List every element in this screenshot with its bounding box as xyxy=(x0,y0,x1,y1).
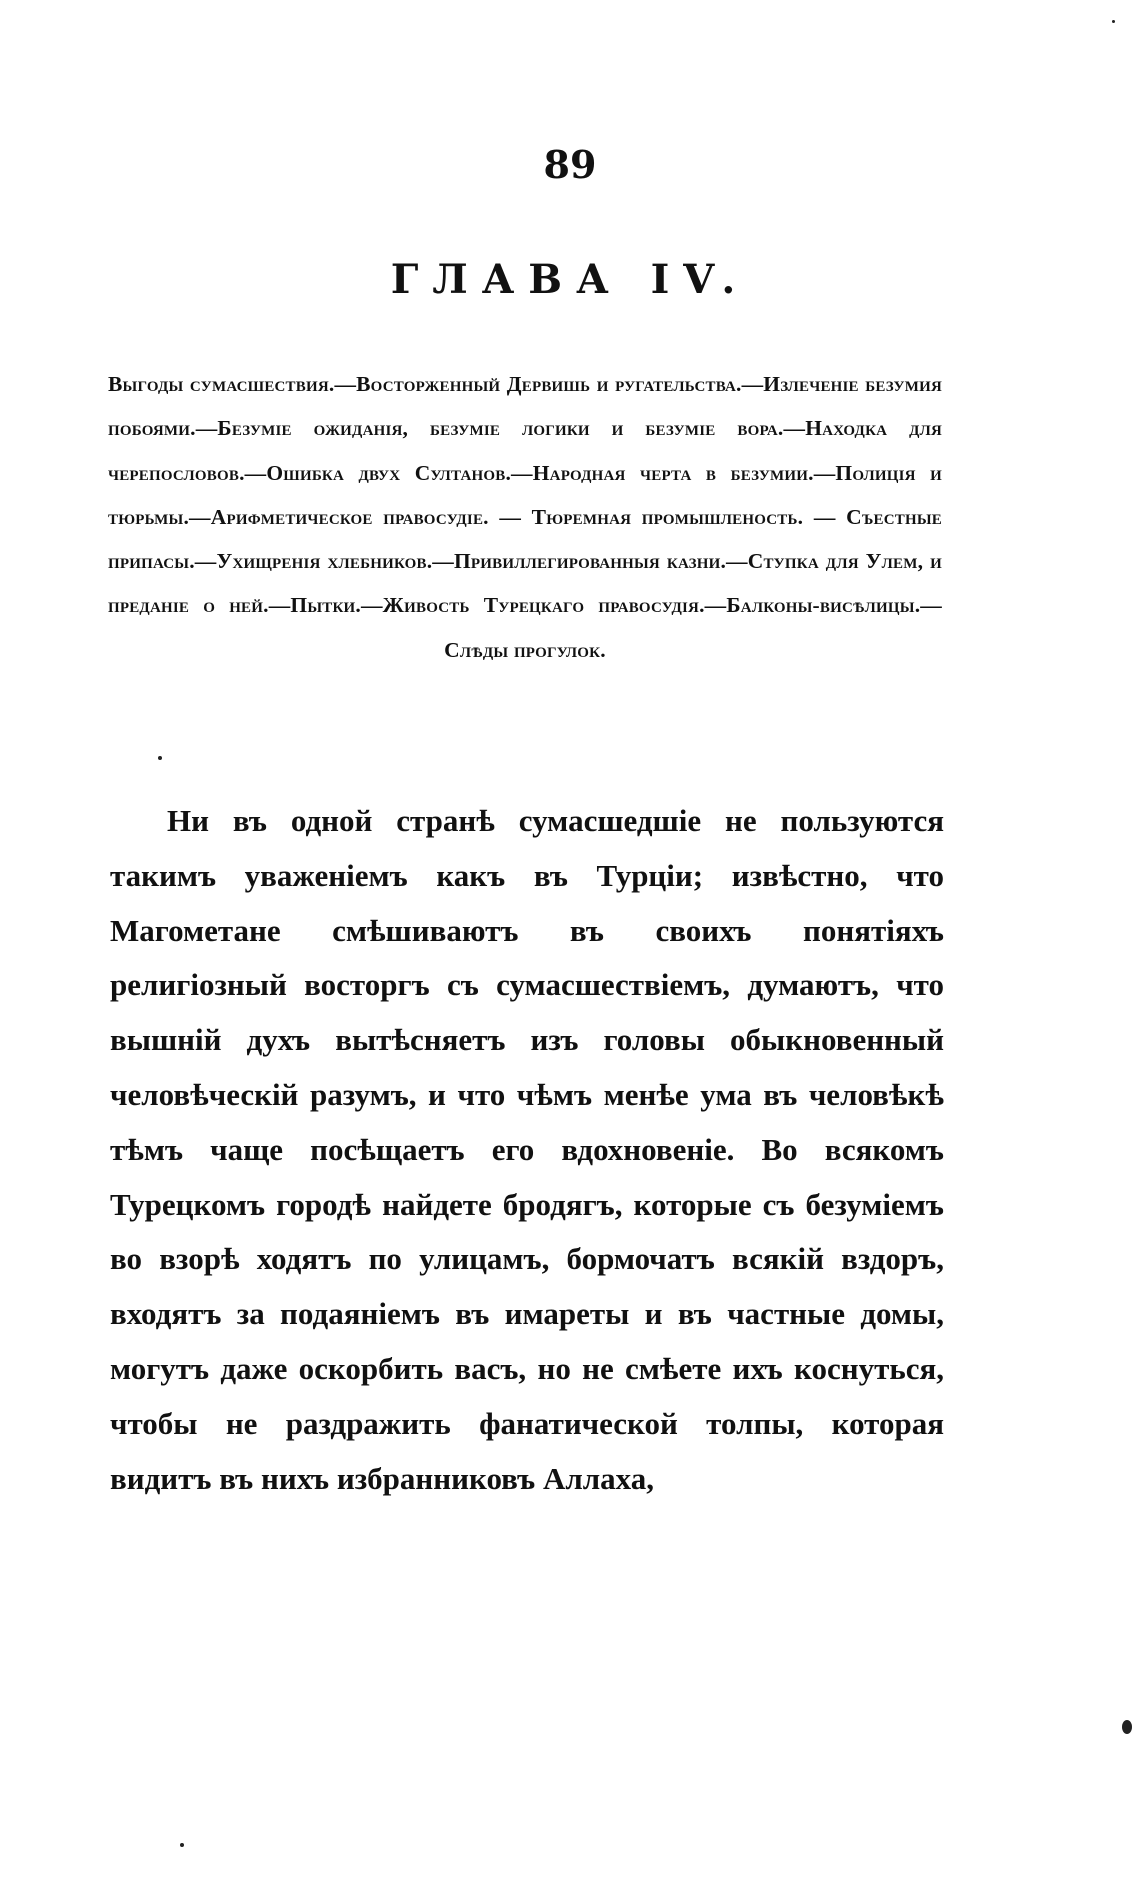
print-speck xyxy=(1122,1720,1132,1734)
print-speck xyxy=(1112,20,1115,23)
page-number: 89 xyxy=(543,142,597,187)
chapter-summary: Выгоды сумасшествия.—Восторженный Дервишь и ругательства.—Излеченiе безумия побоями.—Безумiе ожиданiя, безумiе логики и безумiе вора.—Находка для черепословов.—Ошибка двух Султанов.—Народная черта в безумии.—Полицiя и тюрьмы.—Арифметическое правосудiе. — Тюремная промышленость. — Съестные припасы.—Ухищренiя хлебников.—Привиллегированныя казни.—Ступка для Улем, и преданiе о ней.—Пытки.—Живость Турецкаго правосудiя.—Балконы-висѣлицы.—Слѣды прогулок. xyxy=(108,372,942,662)
print-speck xyxy=(180,1843,184,1847)
chapter-title: ГЛАВА IV. xyxy=(390,256,750,303)
print-speck xyxy=(158,756,162,760)
body-paragraph: Ни въ одной странѣ сумасшедшiе не пользуются такимъ уваженiемъ какъ въ Турцiи; извѣстно, что Магометане смѣшиваютъ въ своихъ понятiяхъ религiозный восторгъ съ сумасшествiемъ, думаютъ, что вышнiй духъ вытѣсняетъ изъ головы обыкновенный человѣческiй разумъ, и что чѣмъ менѣе ума въ человѣкѣ тѣмъ чаще посѣщаетъ его вдохновенiе. Во всякомъ Турецкомъ городѣ найдете бродягъ, которые съ безумiемъ во взорѣ ходятъ по улицамъ, бормочатъ всякiй вздоръ, входятъ за подаянiемъ въ имареты и въ частные домы, могутъ даже оскорбить васъ, но не смѣете ихъ коснуться, чтобы не раздражить фанатической толпы, которая видитъ въ нихъ избранниковъ Аллаха, xyxy=(110,803,944,1496)
